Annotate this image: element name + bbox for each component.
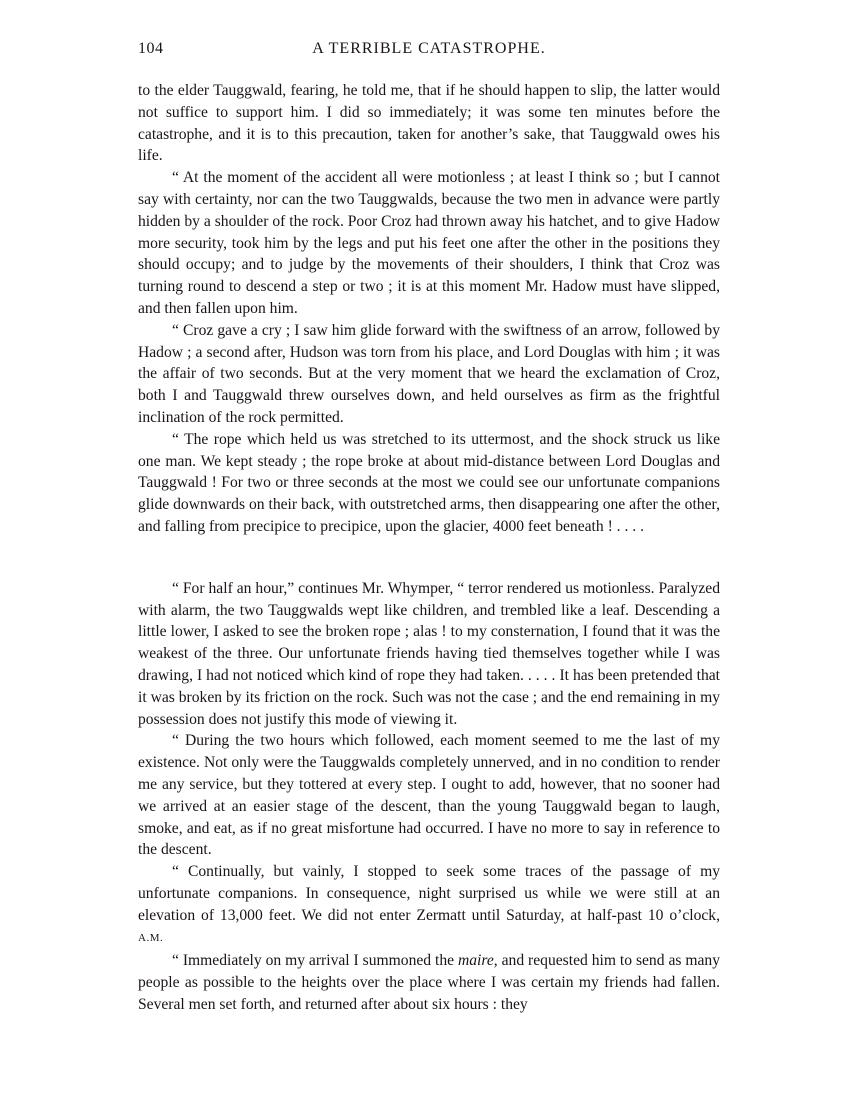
paragraph-text: , and requested him to send as many people as possible to the heights over the place where I was certain my friends had fallen. Several men set forth, and returned after about six hours : they [138, 952, 720, 1013]
paragraph: “ Croz gave a cry ; I saw him glide forward with the swiftness of an arrow, followed by Hadow ; a second after, Hudson was torn from his place, and Lord Douglas with him ; it was the affair of two seconds. But at the very moment that we heard the exclamation of Croz, both I and Tauggwald threw ourselves down, and held ourselves as firm as the frightful inclination of the rock permitted. [138, 321, 720, 426]
time-abbreviation: A.M. [138, 932, 164, 945]
paragraph: to the elder Tauggwald, fearing, he told me, that if he should happen to slip, the latter would not suffice to support him. I did so immediately; it was some ten minutes before the catastrophe, and it is to this precaution, taken for another’s sake, that Tauggwald owes his life. [138, 82, 720, 165]
paragraph-text: “ Continually, but vainly, I stopped to seek some traces of the passage of my unfortunate companions. In consequence, night surprised us while we were still at an elevation of 13,000 feet. We did not enter Zermatt until Saturday, at half-past 10 o’clock, [138, 863, 720, 924]
page-number: 104 [138, 40, 164, 57]
paragraph: “ At the moment of the accident all were motionless ; at least I think so ; but I cannot say with certainty, nor can the two Tauggwalds, because the two men in advance were partly hidden by a shoulder of the rock. Poor Croz had thrown away his hatchet, and to give Hadow more security, took him by the legs and put his feet one after the other in the positions they should occupy; and to judge by the movements of their shoulders, I think that Croz was turning round to descend a step or two ; it is at this moment Mr. Hadow must have slipped, and then fallen upon him. [138, 169, 720, 317]
paragraph [138, 950, 720, 1015]
running-header [138, 40, 720, 58]
running-title: A TERRIBLE CATASTROPHE. [312, 40, 546, 57]
italic-word: maire [457, 952, 494, 970]
section-gap [138, 538, 720, 578]
paragraph [138, 861, 720, 950]
paragraph: “ The rope which held us was stretched to its uttermost, and the shock struck us like one man. We kept steady ; the rope broke at about mid-distance between Lord Douglas and Tauggwald ! For two or three seconds at the most we could see our unfortunate companions glide downwards on their back, with outstretched arms, then disappearing one after the other, and falling from precipice to precipice, upon the glacier, 4000 feet beneath ! . . . . [138, 430, 720, 535]
paragraph: “ During the two hours which followed, each moment seemed to me the last of my existence. Not only were the Tauggwalds completely unnerved, and in no condition to render me any service, but they tottered at every step. I ought to add, however, that no sooner had we arrived at an easier stage of the descent, than the young Tauggwald began to laugh, smoke, and eat, as if no great misfortune had occurred. I have no more to say in reference to the descent. [138, 732, 720, 859]
paragraph: “ For half an hour,” continues Mr. Whymper, “ terror rendered us motionless. Paralyzed with alarm, the two Tauggwalds wept like children, and trembled like a leaf. Descending a little lower, I asked to see the broken rope ; alas ! to my consternation, I found that it was the weakest of the three. Our unfortunate friends having tied themselves together while I was drawing, I had not noticed which kind of rope they had taken. . . . . It has been pretended that it was broken by its friction on the rock. Such was not the case ; and the end remaining in my possession does not justify this mode of viewing it. [138, 579, 720, 728]
body-text [138, 80, 720, 1016]
paragraph-text: “ Immediately on my arrival I summoned the [172, 952, 455, 970]
